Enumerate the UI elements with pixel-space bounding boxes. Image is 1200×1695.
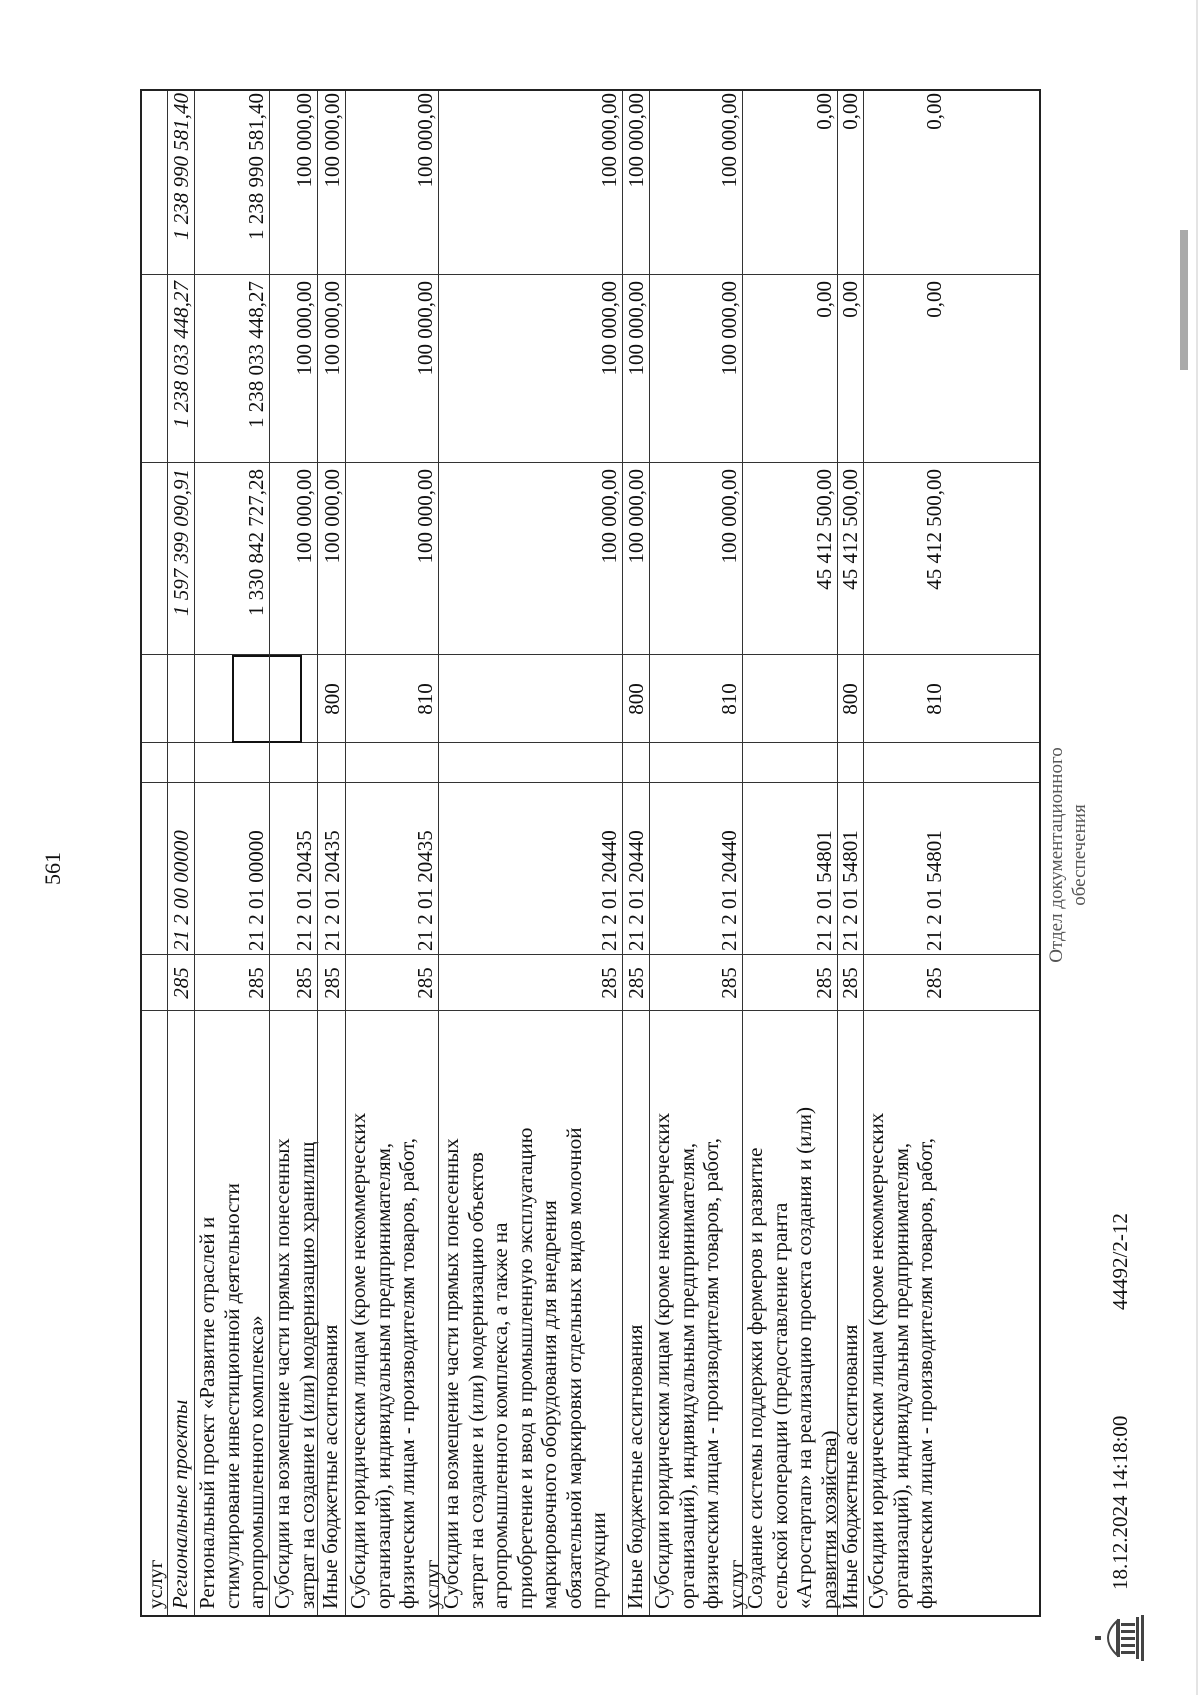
cell-chapter: 285 (413, 967, 437, 999)
description-line: организаций), индивидуальным предпринимателям, (674, 1142, 699, 1609)
scan-edge-line (1196, 0, 1198, 1695)
scan-mark (1180, 230, 1188, 370)
row-description (143, 1017, 168, 1609)
row-description (623, 1017, 648, 1609)
cell-y2025: 100 000,00 (717, 281, 741, 376)
cell-chapter: 285 (169, 967, 193, 999)
description-line: агропромышленного комплекса, а также на (488, 1222, 512, 1609)
cell-csr: 21 2 01 54801 (922, 830, 946, 951)
description-line: обязательной маркировки отдельных видов молочной (561, 1127, 586, 1609)
row-description (838, 1017, 863, 1609)
empty-boxed-cell (232, 655, 302, 743)
description-line: Иные бюджетные ассигнования (838, 1324, 862, 1609)
description-line: затрат на создание и (или) модернизацию объектов (463, 1152, 488, 1609)
row-description (318, 1017, 343, 1609)
cell-chapter: 285 (320, 967, 344, 999)
cell-y2024: 100 000,00 (292, 469, 316, 564)
cell-y2025: 1 238 033 448,27 (244, 281, 268, 428)
cell-vr: 800 (838, 683, 862, 715)
cell-y2025: 100 000,00 (624, 281, 648, 376)
col-divider (142, 782, 1039, 783)
cell-y2024: 45 412 500,00 (922, 469, 946, 590)
col-divider (142, 1010, 1039, 1011)
description-line: стимулирование инвестиционной деятельности (219, 1183, 244, 1609)
cell-chapter: 285 (922, 967, 946, 999)
description-line: Иные бюджетные ассигнования (623, 1324, 647, 1609)
cell-y2025: 100 000,00 (292, 281, 316, 376)
cell-y2024: 1 597 399 090,91 (169, 469, 193, 616)
cell-y2025: 100 000,00 (413, 281, 437, 376)
budget-table (140, 89, 1041, 1617)
col-divider (142, 274, 1039, 275)
cell-csr: 21 2 01 20435 (413, 830, 437, 951)
description-line: продукции (586, 1512, 610, 1609)
cell-y2026: 0,00 (922, 93, 946, 130)
description-line: маркировочного оборудования для внедрения (537, 1200, 561, 1609)
description-line: услуг (723, 1559, 748, 1609)
duma-emblem-icon (1095, 1615, 1145, 1661)
description-line: агропромышленного комплекса» (244, 1315, 268, 1609)
description-line: Создание системы поддержки фермеров и развитие (743, 1147, 767, 1609)
cell-csr: 21 2 01 54801 (838, 830, 862, 951)
department-stamp (1045, 675, 1091, 1035)
cell-y2024: 100 000,00 (624, 469, 648, 564)
description-line: услуг (143, 1559, 167, 1609)
cell-y2024: 100 000,00 (320, 469, 344, 564)
description-line: Субсидии юридическим лицам (кроме некоммерческих (346, 1112, 370, 1609)
row-description (650, 1017, 748, 1609)
cell-csr: 21 2 01 20440 (717, 830, 741, 951)
description-line: физическим лицам - производителям товаров, работ, (395, 1137, 419, 1609)
cell-y2026: 0,00 (838, 93, 862, 130)
cell-y2024: 45 412 500,00 (838, 469, 862, 590)
cell-y2024: 100 000,00 (597, 469, 621, 564)
cell-chapter: 285 (292, 967, 316, 999)
stamp-line: Отдел документационного (1046, 747, 1067, 963)
description-line: Субсидии юридическим лицам (кроме некоммерческих (650, 1112, 674, 1609)
cell-y2026: 100 000,00 (624, 93, 648, 188)
description-line: организаций), индивидуальным предпринимателям, (888, 1142, 913, 1609)
cell-y2025: 0,00 (838, 281, 862, 318)
description-line: затрат на создание и (или) модернизацию хранилищ (294, 1141, 319, 1609)
col-divider (142, 954, 1039, 955)
cell-chapter: 285 (717, 967, 741, 999)
cell-vr: 800 (320, 683, 344, 715)
cell-y2026: 0,00 (812, 93, 836, 130)
cell-y2024: 100 000,00 (413, 469, 437, 564)
cell-chapter: 285 (812, 967, 836, 999)
cell-chapter: 285 (244, 967, 268, 999)
cell-y2025: 100 000,00 (320, 281, 344, 376)
cell-chapter: 285 (597, 967, 621, 999)
cell-y2026: 100 000,00 (292, 93, 316, 188)
cell-y2026: 100 000,00 (597, 93, 621, 188)
description-line: физическим лицам - производителям товаров, работ, (699, 1137, 723, 1609)
cell-csr: 21 2 01 20440 (624, 830, 648, 951)
description-line: услуг (419, 1559, 444, 1609)
description-line: Субсидии на возмещение части прямых понесенных (270, 1138, 294, 1609)
cell-y2026: 1 238 990 581,40 (169, 93, 193, 240)
description-line: сельской кооперации (предоставление гранта (767, 1202, 792, 1609)
description-line: развития хозяйства) (816, 1430, 841, 1609)
stamp-line: обеспечения (1069, 804, 1090, 906)
row-description (270, 1017, 319, 1609)
cell-y2025: 0,00 (812, 281, 836, 318)
footer-timestamp: 18.12.2024 14:18:00 (1108, 1415, 1132, 1590)
cell-vr: 800 (624, 683, 648, 715)
row-description (168, 1017, 193, 1609)
row-description (864, 1017, 938, 1609)
cell-chapter: 285 (838, 967, 862, 999)
cell-vr: 810 (413, 683, 437, 715)
cell-csr: 21 2 01 54801 (812, 830, 836, 951)
cell-y2026: 1 238 990 581,40 (244, 93, 268, 240)
cell-y2025: 1 238 033 448,27 (169, 281, 193, 428)
row-description (439, 1017, 611, 1609)
description-line: приобретение и ввод в промышленную эксплуатацию (512, 1127, 537, 1609)
page-number: 561 (40, 852, 65, 885)
cell-csr: 21 2 01 20435 (292, 830, 316, 951)
cell-csr: 21 2 00 00000 (169, 830, 193, 951)
cell-y2024: 45 412 500,00 (812, 469, 836, 590)
row-description (195, 1017, 269, 1609)
description-line: Региональный проект «Развитие отраслей и (195, 1216, 219, 1609)
cell-csr: 21 2 01 20435 (320, 830, 344, 951)
description-line: физическим лицам - производителям товаров, работ, (913, 1137, 937, 1609)
description-line: Субсидии юридическим лицам (кроме некоммерческих (864, 1112, 888, 1609)
description-line: «Агростартап» на реализацию проекта создания и (или) (792, 1106, 816, 1609)
cell-y2026: 100 000,00 (413, 93, 437, 188)
cell-y2024: 1 330 842 727,28 (244, 469, 268, 616)
cell-y2025: 100 000,00 (597, 281, 621, 376)
description-line: Региональные проекты (168, 1399, 192, 1609)
row-description (346, 1017, 444, 1609)
row-description (743, 1017, 841, 1609)
footer-doc-number: 44492/2-12 (1108, 1213, 1132, 1310)
cell-vr: 810 (922, 683, 946, 715)
cell-csr: 21 2 01 00000 (244, 830, 268, 951)
cell-vr: 810 (717, 683, 741, 715)
description-line: организаций), индивидуальным предпринимателям, (370, 1142, 395, 1609)
cell-chapter: 285 (624, 967, 648, 999)
cell-y2024: 100 000,00 (717, 469, 741, 564)
col-divider (142, 462, 1039, 463)
description-line: Иные бюджетные ассигнования (318, 1324, 342, 1609)
cell-y2025: 0,00 (922, 281, 946, 318)
cell-y2026: 100 000,00 (717, 93, 741, 188)
description-line: Субсидии на возмещение части прямых понесенных (439, 1138, 463, 1609)
cell-csr: 21 2 01 20440 (597, 830, 621, 951)
cell-y2026: 100 000,00 (320, 93, 344, 188)
